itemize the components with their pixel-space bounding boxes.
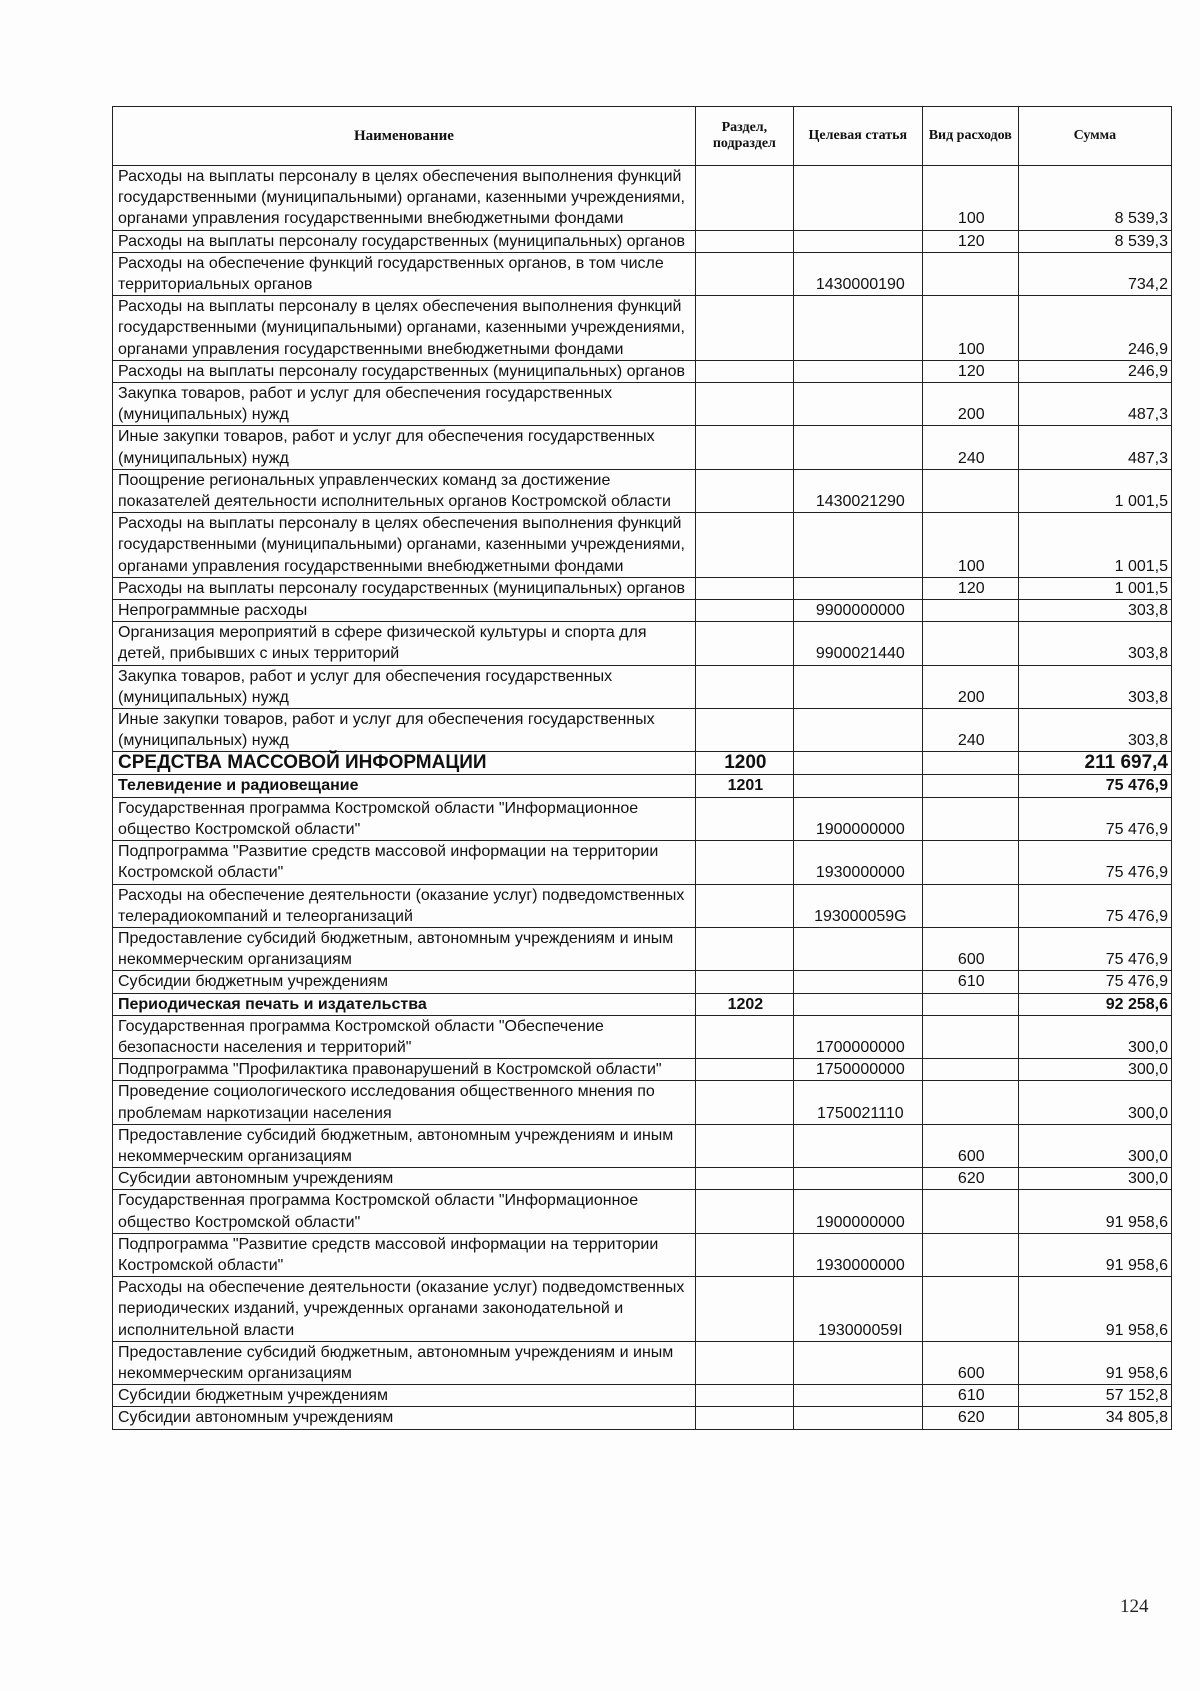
row-name: Предоставление субсидий бюджетным, автономным учреждениям и иным некоммерческим организациям	[113, 927, 696, 970]
table-row	[113, 1385, 1172, 1407]
row-target	[793, 426, 922, 469]
table-row	[113, 513, 1172, 578]
row-type	[922, 841, 1018, 884]
row-section	[695, 252, 793, 295]
row-target: 193000059I	[793, 1277, 922, 1342]
row-name: Иные закупки товаров, работ и услуг для обеспечения государственных (муниципальных) нужд	[113, 426, 696, 469]
row-type: 620	[922, 1407, 1018, 1429]
row-target	[793, 166, 922, 231]
row-type: 200	[922, 383, 1018, 426]
table-row	[113, 166, 1172, 231]
row-type: 120	[922, 360, 1018, 382]
row-target: 1900000000	[793, 797, 922, 840]
row-type	[922, 622, 1018, 665]
row-amount: 300,0	[1018, 1015, 1171, 1058]
row-target: 1750021110	[793, 1081, 922, 1124]
row-name: Подпрограмма "Профилактика правонарушений в Костромской области"	[113, 1059, 696, 1081]
row-type: 610	[922, 971, 1018, 993]
table-row	[113, 775, 1172, 797]
row-target: 193000059G	[793, 884, 922, 927]
row-section	[695, 797, 793, 840]
row-amount: 300,0	[1018, 1124, 1171, 1167]
table-row	[113, 1190, 1172, 1233]
row-type: 240	[922, 709, 1018, 752]
row-target	[793, 1168, 922, 1190]
row-name: Предоставление субсидий бюджетным, автономным учреждениям и иным некоммерческим организациям	[113, 1341, 696, 1384]
table-row	[113, 252, 1172, 295]
row-type	[922, 469, 1018, 512]
row-amount: 303,8	[1018, 665, 1171, 708]
row-name: Периодическая печать и издательства	[113, 993, 696, 1015]
row-amount: 91 958,6	[1018, 1341, 1171, 1384]
row-amount: 303,8	[1018, 709, 1171, 752]
row-type	[922, 993, 1018, 1015]
row-name: Расходы на обеспечение деятельности (оказание услуг) подведомственных периодических изданий, учрежденных органами законодательной и исполнительной власти	[113, 1277, 696, 1342]
row-target	[793, 513, 922, 578]
row-type: 100	[922, 166, 1018, 231]
row-section	[695, 577, 793, 599]
row-amount: 303,8	[1018, 622, 1171, 665]
table-body	[113, 166, 1172, 1430]
table-row	[113, 600, 1172, 622]
row-name: Закупка товаров, работ и услуг для обеспечения государственных (муниципальных) нужд	[113, 665, 696, 708]
row-section	[695, 1277, 793, 1342]
row-target	[793, 709, 922, 752]
row-section	[695, 1081, 793, 1124]
header-type: Вид расходов	[922, 107, 1018, 166]
table-row	[113, 1081, 1172, 1124]
row-section	[695, 1015, 793, 1058]
row-type: 600	[922, 1341, 1018, 1384]
page-number: 124	[1120, 1596, 1149, 1617]
row-section	[695, 469, 793, 512]
header-target: Целевая статья	[793, 107, 922, 166]
table-row	[113, 1407, 1172, 1429]
row-amount: 57 152,8	[1018, 1385, 1171, 1407]
row-section	[695, 166, 793, 231]
row-section	[695, 1407, 793, 1429]
row-section	[695, 600, 793, 622]
row-amount: 246,9	[1018, 360, 1171, 382]
row-section: 1200	[695, 752, 793, 775]
row-amount: 75 476,9	[1018, 775, 1171, 797]
row-name: Расходы на выплаты персоналу государственных (муниципальных) органов	[113, 230, 696, 252]
row-target	[793, 577, 922, 599]
row-type	[922, 1190, 1018, 1233]
row-type: 600	[922, 1124, 1018, 1167]
row-amount: 91 958,6	[1018, 1233, 1171, 1276]
row-name: Субсидии бюджетным учреждениям	[113, 971, 696, 993]
row-name: Подпрограмма "Развитие средств массовой информации на территории Костромской области"	[113, 1233, 696, 1276]
row-type: 200	[922, 665, 1018, 708]
row-target	[793, 752, 922, 775]
row-section: 1202	[695, 993, 793, 1015]
row-name: Расходы на выплаты персоналу государственных (муниципальных) органов	[113, 360, 696, 382]
row-target: 1930000000	[793, 841, 922, 884]
row-type	[922, 1277, 1018, 1342]
row-section	[695, 841, 793, 884]
row-section: 1201	[695, 775, 793, 797]
row-target: 1430021290	[793, 469, 922, 512]
row-amount: 8 539,3	[1018, 166, 1171, 231]
row-section	[695, 1233, 793, 1276]
row-section	[695, 513, 793, 578]
row-type: 120	[922, 230, 1018, 252]
row-amount: 91 958,6	[1018, 1190, 1171, 1233]
row-name: Телевидение и радиовещание	[113, 775, 696, 797]
row-section	[695, 1385, 793, 1407]
row-section	[695, 927, 793, 970]
table-row	[113, 360, 1172, 382]
row-name: Организация мероприятий в сфере физической культуры и спорта для детей, прибывших с иных территорий	[113, 622, 696, 665]
row-name: Расходы на обеспечение деятельности (оказание услуг) подведомственных телерадиокомпаний и телеорганизаций	[113, 884, 696, 927]
row-target: 9900000000	[793, 600, 922, 622]
row-type	[922, 884, 1018, 927]
table-row	[113, 1233, 1172, 1276]
row-section	[695, 622, 793, 665]
table-row	[113, 797, 1172, 840]
header-section: Раздел, подраздел	[695, 107, 793, 166]
table-row	[113, 296, 1172, 361]
header-name: Наименование	[113, 107, 696, 166]
table-row	[113, 426, 1172, 469]
table-row	[113, 1341, 1172, 1384]
row-type	[922, 752, 1018, 775]
row-name: Субсидии автономным учреждениям	[113, 1168, 696, 1190]
row-target	[793, 360, 922, 382]
row-target: 1700000000	[793, 1015, 922, 1058]
row-type	[922, 775, 1018, 797]
row-section	[695, 426, 793, 469]
row-name: Иные закупки товаров, работ и услуг для обеспечения государственных (муниципальных) нужд	[113, 709, 696, 752]
row-amount: 75 476,9	[1018, 841, 1171, 884]
row-type: 620	[922, 1168, 1018, 1190]
row-type	[922, 600, 1018, 622]
table-row	[113, 230, 1172, 252]
row-target	[793, 1124, 922, 1167]
row-target	[793, 296, 922, 361]
row-section	[695, 360, 793, 382]
table-row	[113, 709, 1172, 752]
row-amount: 1 001,5	[1018, 513, 1171, 578]
row-amount: 300,0	[1018, 1059, 1171, 1081]
row-amount: 92 258,6	[1018, 993, 1171, 1015]
row-amount: 246,9	[1018, 296, 1171, 361]
row-section	[695, 971, 793, 993]
row-amount: 1 001,5	[1018, 577, 1171, 599]
row-type	[922, 1081, 1018, 1124]
row-amount: 734,2	[1018, 252, 1171, 295]
table-row	[113, 752, 1172, 775]
row-name: Подпрограмма "Развитие средств массовой информации на территории Костромской области"	[113, 841, 696, 884]
row-target	[793, 927, 922, 970]
row-name: Закупка товаров, работ и услуг для обеспечения государственных (муниципальных) нужд	[113, 383, 696, 426]
row-section	[695, 1059, 793, 1081]
row-name: Предоставление субсидий бюджетным, автономным учреждениям и иным некоммерческим организациям	[113, 1124, 696, 1167]
row-amount: 34 805,8	[1018, 1407, 1171, 1429]
table-row	[113, 1168, 1172, 1190]
row-amount: 8 539,3	[1018, 230, 1171, 252]
table-row	[113, 927, 1172, 970]
table-row	[113, 993, 1172, 1015]
row-name: Субсидии бюджетным учреждениям	[113, 1385, 696, 1407]
table-row	[113, 577, 1172, 599]
table-row	[113, 1124, 1172, 1167]
row-amount: 487,3	[1018, 426, 1171, 469]
row-target	[793, 775, 922, 797]
row-section	[695, 665, 793, 708]
row-target: 1930000000	[793, 1233, 922, 1276]
row-section	[695, 1168, 793, 1190]
row-amount: 1 001,5	[1018, 469, 1171, 512]
row-name: Проведение социологического исследования общественного мнения по проблемам наркотизации населения	[113, 1081, 696, 1124]
row-type: 600	[922, 927, 1018, 970]
row-section	[695, 296, 793, 361]
row-type	[922, 252, 1018, 295]
row-name: Государственная программа Костромской области "Информационное общество Костромской области"	[113, 1190, 696, 1233]
row-type: 100	[922, 296, 1018, 361]
table-row	[113, 665, 1172, 708]
row-target	[793, 230, 922, 252]
row-name: Непрограммные расходы	[113, 600, 696, 622]
row-section	[695, 230, 793, 252]
row-target	[793, 383, 922, 426]
row-type: 100	[922, 513, 1018, 578]
row-section	[695, 1124, 793, 1167]
row-target	[793, 993, 922, 1015]
row-name: Субсидии автономным учреждениям	[113, 1407, 696, 1429]
row-type	[922, 1059, 1018, 1081]
table-row	[113, 1015, 1172, 1058]
row-type	[922, 1015, 1018, 1058]
row-amount: 300,0	[1018, 1081, 1171, 1124]
table-row	[113, 622, 1172, 665]
row-section	[695, 383, 793, 426]
row-target: 1430000190	[793, 252, 922, 295]
row-type: 120	[922, 577, 1018, 599]
budget-table	[112, 106, 1172, 1430]
row-type	[922, 797, 1018, 840]
row-name: Расходы на выплаты персоналу в целях обеспечения выполнения функций государственными (муниципальными) органами, казенными учреждениями, органами управления государственными внебюджетными фондами	[113, 513, 696, 578]
row-section	[695, 1190, 793, 1233]
row-target: 9900021440	[793, 622, 922, 665]
row-amount: 487,3	[1018, 383, 1171, 426]
table-row	[113, 971, 1172, 993]
row-amount: 303,8	[1018, 600, 1171, 622]
row-target	[793, 665, 922, 708]
row-type	[922, 1233, 1018, 1276]
table-row	[113, 383, 1172, 426]
header-amount: Сумма	[1018, 107, 1171, 166]
row-name: Расходы на выплаты персоналу в целях обеспечения выполнения функций государственными (муниципальными) органами, казенными учреждениями, органами управления государственными внебюджетными фондами	[113, 296, 696, 361]
row-name: Расходы на выплаты персоналу в целях обеспечения выполнения функций государственными (муниципальными) органами, казенными учреждениями, органами управления государственными внебюджетными фондами	[113, 166, 696, 231]
row-target	[793, 1341, 922, 1384]
row-amount: 211 697,4	[1018, 752, 1171, 775]
row-type: 610	[922, 1385, 1018, 1407]
row-target: 1900000000	[793, 1190, 922, 1233]
table-row	[113, 469, 1172, 512]
row-amount: 75 476,9	[1018, 884, 1171, 927]
row-section	[695, 1341, 793, 1384]
table-row	[113, 841, 1172, 884]
row-target	[793, 1385, 922, 1407]
row-section	[695, 884, 793, 927]
row-amount: 75 476,9	[1018, 927, 1171, 970]
row-amount: 75 476,9	[1018, 971, 1171, 993]
row-target: 1750000000	[793, 1059, 922, 1081]
row-type: 240	[922, 426, 1018, 469]
row-amount: 75 476,9	[1018, 797, 1171, 840]
row-name: Государственная программа Костромской области "Обеспечение безопасности населения и территорий"	[113, 1015, 696, 1058]
row-amount: 300,0	[1018, 1168, 1171, 1190]
table-row	[113, 1277, 1172, 1342]
row-name: Государственная программа Костромской области "Информационное общество Костромской области"	[113, 797, 696, 840]
row-name: Расходы на выплаты персоналу государственных (муниципальных) органов	[113, 577, 696, 599]
table-header-row	[113, 107, 1172, 166]
row-name: Расходы на обеспечение функций государственных органов, в том числе территориальных органов	[113, 252, 696, 295]
row-target	[793, 971, 922, 993]
row-name: СРЕДСТВА МАССОВОЙ ИНФОРМАЦИИ	[113, 752, 696, 775]
row-section	[695, 709, 793, 752]
row-amount: 91 958,6	[1018, 1277, 1171, 1342]
row-name: Поощрение региональных управленческих команд за достижение показателей деятельности исполнительных органов Костромской области	[113, 469, 696, 512]
table-row	[113, 1059, 1172, 1081]
row-target	[793, 1407, 922, 1429]
table-row	[113, 884, 1172, 927]
